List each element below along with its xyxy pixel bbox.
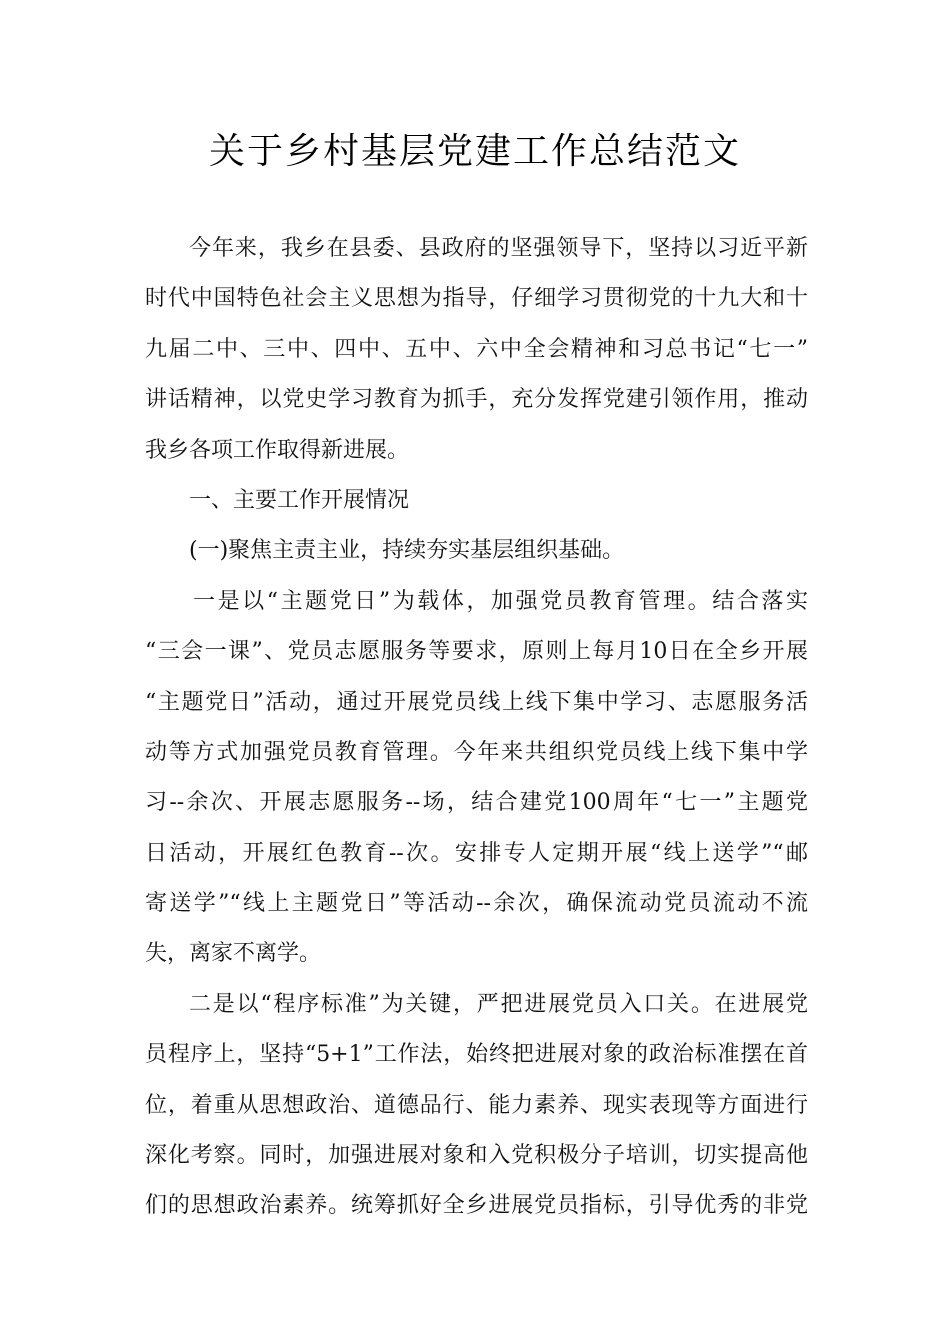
paragraph-line: 二是以“程序标准”为关键，严把进展党员入口关。在进展党 bbox=[189, 991, 808, 1017]
paragraph-line: 们的思想政治素养。统筹抓好全乡进展党员指标，引导优秀的非党 bbox=[145, 1193, 808, 1219]
section-heading: 一、主要工作开展情况 bbox=[189, 487, 410, 513]
paragraph-line: 日活动，开展红色教育--次。安排专人定期开展“线上送学”“邮 bbox=[145, 840, 808, 866]
subsection-heading: (一)聚焦主责主业，持续夯实基层组织基础。 bbox=[189, 538, 625, 564]
paragraph-line: 讲话精神，以党史学习教育为抓手，充分发挥党建引领作用，推动 bbox=[145, 387, 808, 413]
paragraph-line: “主题党日”活动，通过开展党员线上线下集中学习、志愿服务活 bbox=[145, 689, 808, 715]
paragraph-line: 九届二中、三中、四中、五中、六中全会精神和习总书记“七一” bbox=[145, 336, 808, 362]
paragraph-line: 位，着重从思想政治、道德品行、能力素养、现实表现等方面进行 bbox=[145, 1092, 808, 1118]
paragraph-line: 员程序上，坚持“5+1”工作法，始终把进展对象的政治标准摆在首 bbox=[145, 1042, 808, 1068]
paragraph-line: 时代中国特色社会主义思想为指导，仔细学习贯彻党的十九大和十 bbox=[145, 286, 808, 312]
paragraph-line: 失，离家不离学。 bbox=[145, 941, 322, 967]
paragraph-line: 今年来，我乡在县委、县政府的坚强领导下，坚持以习近平新 bbox=[189, 236, 808, 261]
paragraph-line: 深化考察。同时，加强进展对象和入党积极分子培训，切实提高他 bbox=[145, 1143, 808, 1169]
document-body bbox=[145, 224, 808, 1232]
paragraph-line: 一是以“主题党日”为载体，加强党员教育管理。结合落实 bbox=[193, 588, 808, 614]
paragraph-line: 我乡各项工作取得新进展。 bbox=[145, 437, 410, 463]
paragraph-line: 寄送学”“线上主题党日”等活动--余次，确保流动党员流动不流 bbox=[145, 891, 808, 917]
paragraph-line: “三会一课”、党员志愿服务等要求，原则上每月10日在全乡开展 bbox=[145, 639, 808, 665]
paragraph-line: 习--余次、开展志愿服务--场，结合建党100周年“七一”主题党 bbox=[145, 790, 808, 816]
document-title: 关于乡村基层党建工作总结范文 bbox=[208, 131, 741, 172]
paragraph-line: 动等方式加强党员教育管理。今年来共组织党员线上线下集中学 bbox=[145, 739, 808, 765]
